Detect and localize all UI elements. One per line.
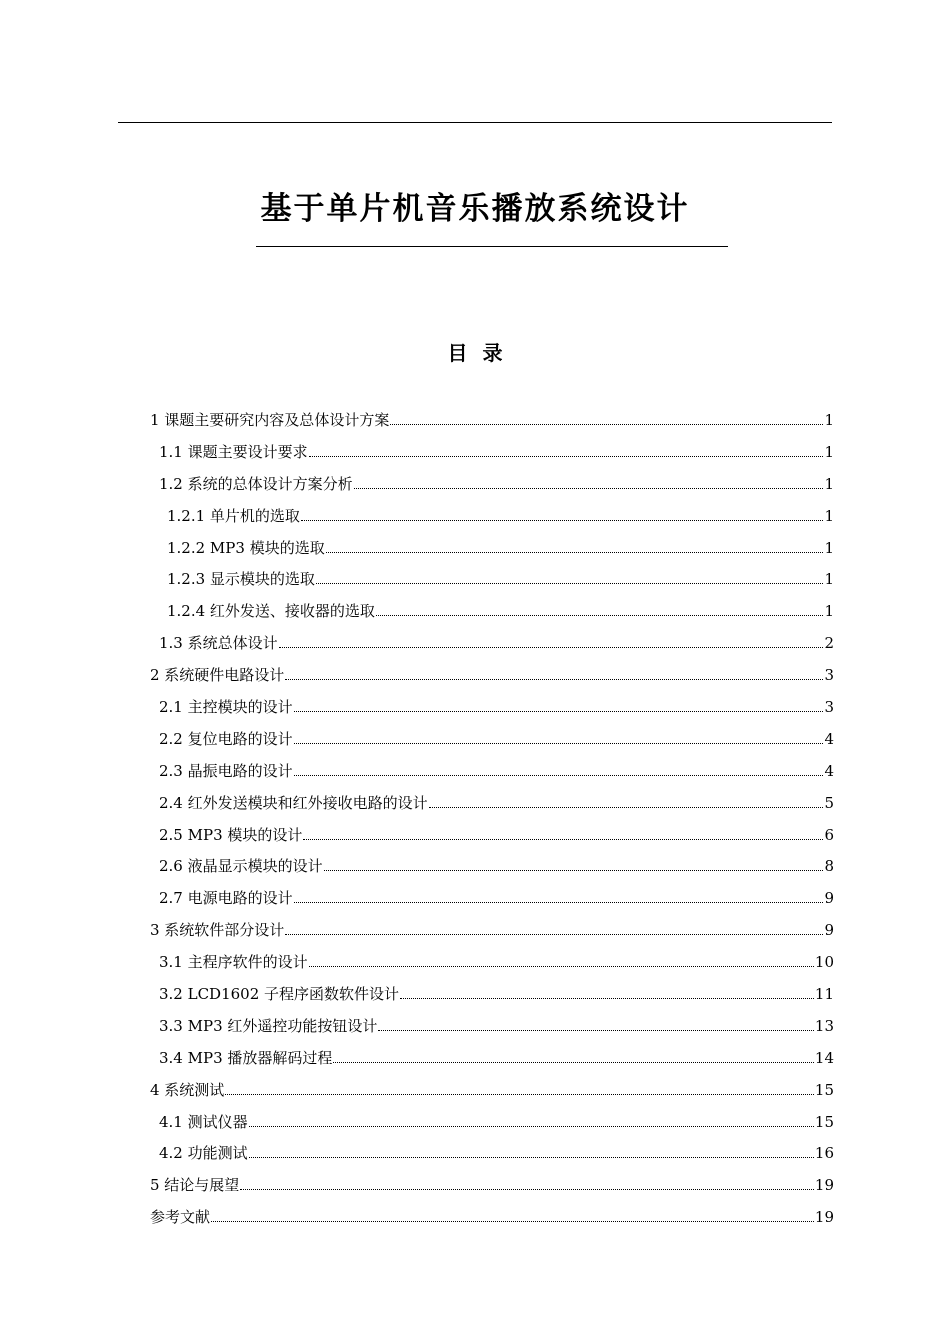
toc-dot-leader (225, 1093, 814, 1095)
toc-entry-title: 5 结论与展望 (150, 1176, 240, 1195)
toc-dot-leader (429, 806, 824, 808)
toc-page-number: 4 (824, 729, 834, 748)
toc-entry[interactable] (150, 946, 834, 978)
toc-page-number: 1 (824, 602, 834, 621)
toc-entry-title: 2.6 液晶显示模块的设计 (159, 857, 323, 876)
toc-page-number: 15 (814, 1080, 834, 1099)
toc-dot-leader (390, 423, 823, 425)
toc-entry[interactable] (150, 723, 834, 755)
toc-entry-title: 1.2.3 显示模块的选取 (167, 570, 315, 589)
toc-entry-title: 3.1 主程序软件的设计 (159, 953, 308, 972)
toc-page-number: 9 (824, 921, 834, 940)
toc-entry-title: 1 课题主要研究内容及总体设计方案 (150, 410, 390, 429)
toc-entry[interactable] (150, 882, 834, 914)
toc-heading: 目 录 (447, 341, 503, 365)
toc-entry[interactable] (150, 787, 834, 819)
toc-page-number: 5 (824, 793, 834, 812)
toc-page-number: 14 (814, 1048, 834, 1067)
toc-dot-leader (285, 933, 823, 935)
toc-page-number: 1 (824, 538, 834, 557)
toc-entry-title: 2.2 复位电路的设计 (159, 729, 293, 748)
toc-entry-title: 3.3 MP3 红外遥控功能按钮设计 (159, 1016, 378, 1035)
toc-page-number: 13 (814, 1016, 834, 1035)
toc-page-number: 11 (814, 984, 834, 1003)
toc-entry-title: 3 系统软件部分设计 (150, 921, 285, 940)
toc-entry-title: 3.4 MP3 播放器解码过程 (159, 1048, 333, 1067)
toc-page-number: 6 (824, 825, 834, 844)
toc-dot-leader (211, 1220, 814, 1222)
toc-dot-leader (333, 1061, 814, 1063)
toc-entry-title: 2.4 红外发送模块和红外接收电路的设计 (159, 793, 428, 812)
toc-page-number: 1 (824, 474, 834, 493)
toc-entry-title: 4.2 功能测试 (159, 1144, 248, 1163)
toc-entry[interactable] (150, 1137, 834, 1169)
document-title: 基于单片机音乐播放系统设计 (260, 191, 690, 227)
toc-page-number: 19 (814, 1176, 834, 1195)
toc-entry-title: 1.2.4 红外发送、接收器的选取 (167, 602, 375, 621)
toc-dot-leader (316, 582, 824, 584)
toc-entry-title: 2.7 电源电路的设计 (159, 889, 293, 908)
toc-page-number: 4 (824, 761, 834, 780)
toc-entry[interactable] (150, 1010, 834, 1042)
toc-page-number: 2 (824, 634, 834, 653)
toc-entry[interactable] (150, 1042, 834, 1074)
toc-entry[interactable] (150, 532, 834, 564)
toc-page-number: 19 (814, 1208, 834, 1227)
toc-dot-leader (294, 710, 824, 712)
toc-entry[interactable] (150, 914, 834, 946)
toc-page-number: 1 (824, 410, 834, 429)
toc-dot-leader (303, 838, 823, 840)
toc-page-number: 8 (824, 857, 834, 876)
toc-entry-title: 4 系统测试 (150, 1080, 225, 1099)
toc-entry-title: 参考文献 (150, 1208, 211, 1227)
toc-page-number: 15 (814, 1112, 834, 1131)
toc-entry[interactable] (150, 595, 834, 627)
toc-dot-leader (378, 1029, 814, 1031)
toc-dot-leader (294, 774, 824, 776)
toc-entry[interactable] (150, 500, 834, 532)
toc-dot-leader (309, 455, 824, 457)
toc-dot-leader (279, 646, 824, 648)
toc-dot-leader (294, 901, 824, 903)
toc-dot-leader (294, 742, 824, 744)
toc-dot-leader (376, 614, 824, 616)
toc-entry[interactable] (150, 627, 834, 659)
toc-entry-title: 2.3 晶振电路的设计 (159, 761, 293, 780)
toc-dot-leader (285, 678, 823, 680)
toc-dot-leader (249, 1125, 814, 1127)
toc-entry[interactable] (150, 659, 834, 691)
toc-page-number: 10 (814, 953, 834, 972)
toc-entry[interactable] (150, 1201, 834, 1233)
toc-entry[interactable] (150, 819, 834, 851)
toc-page-number: 1 (824, 506, 834, 525)
toc-dot-leader (354, 487, 824, 489)
toc-entry-title: 1.3 系统总体设计 (159, 634, 278, 653)
toc-entry[interactable] (150, 436, 834, 468)
toc-entry[interactable] (150, 468, 834, 500)
toc-page-number: 3 (824, 666, 834, 685)
toc-entry-title: 1.2 系统的总体设计方案分析 (159, 474, 353, 493)
toc-entry-title: 4.1 测试仪器 (159, 1112, 248, 1131)
toc-dot-leader (249, 1156, 814, 1158)
toc-entry-title: 1.2.1 单片机的选取 (167, 506, 300, 525)
toc-page-number: 1 (824, 570, 834, 589)
toc-entry-title: 1.1 课题主要设计要求 (159, 442, 308, 461)
toc-entry[interactable] (150, 1106, 834, 1138)
title-underline (256, 246, 728, 247)
toc-entry[interactable] (150, 563, 834, 595)
toc-dot-leader (301, 519, 824, 521)
toc-entry-title: 1.2.2 MP3 模块的选取 (167, 538, 325, 557)
toc-dot-leader (326, 551, 824, 553)
toc-dot-leader (240, 1188, 814, 1190)
toc-entry-title: 3.2 LCD1602 子程序函数软件设计 (159, 984, 400, 1003)
table-of-contents (150, 404, 834, 1233)
toc-dot-leader (309, 965, 814, 967)
header-rule (118, 122, 832, 123)
toc-entry[interactable] (150, 691, 834, 723)
toc-entry-title: 2.1 主控模块的设计 (159, 697, 293, 716)
toc-page-number: 3 (824, 697, 834, 716)
toc-entry-title: 2.5 MP3 模块的设计 (159, 825, 303, 844)
toc-entry-title: 2 系统硬件电路设计 (150, 666, 285, 685)
toc-page-number: 9 (824, 889, 834, 908)
toc-entry[interactable] (150, 755, 834, 787)
toc-page-number: 1 (824, 442, 834, 461)
toc-entry[interactable] (150, 850, 834, 882)
toc-entry[interactable] (150, 404, 834, 436)
toc-page-number: 16 (814, 1144, 834, 1163)
toc-dot-leader (324, 869, 824, 871)
toc-entry[interactable] (150, 978, 834, 1010)
toc-entry[interactable] (150, 1074, 834, 1106)
toc-entry[interactable] (150, 1169, 834, 1201)
toc-dot-leader (400, 997, 814, 999)
